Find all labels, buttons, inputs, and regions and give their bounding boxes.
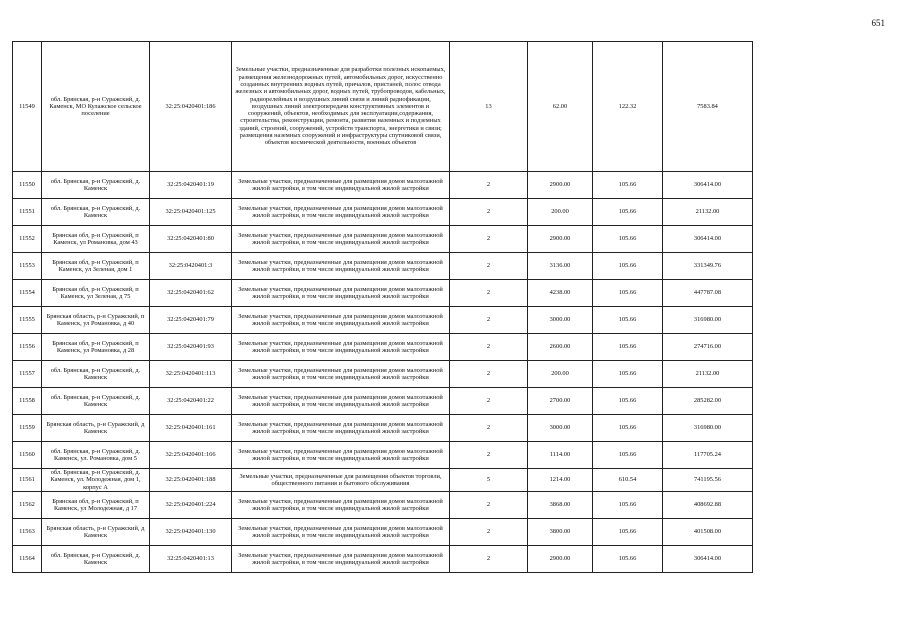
row-value: 274716.00	[663, 334, 753, 361]
row-group: 2	[450, 226, 528, 253]
row-value: 117705.24	[663, 442, 753, 469]
row-area: 3000.00	[528, 415, 593, 442]
row-cadastral-number: 32:25:0420401:166	[150, 442, 232, 469]
row-address: обл. Брянская, р-н Суражский, д. Каменск	[42, 388, 150, 415]
row-rate: 105.66	[593, 361, 663, 388]
row-cadastral-number: 32:25:0420401:19	[150, 172, 232, 199]
row-id: 11560	[13, 442, 42, 469]
row-land-purpose: Земельные участки, предназначенные для размещения домов малоэтажной жилой застройки, в том числе индивидуальной жилой застройки	[232, 280, 450, 307]
row-group: 2	[450, 199, 528, 226]
row-id: 11563	[13, 518, 42, 545]
row-rate: 105.66	[593, 388, 663, 415]
row-value: 306414.00	[663, 545, 753, 572]
row-value: 741195.56	[663, 469, 753, 492]
row-address: Брянская обл, р-н Суражский, п Каменск, ул Зеленая, дом 1	[42, 253, 150, 280]
row-address: обл. Брянская, р-н Суражский, д. Каменск, МО Кулажское сельское поселение	[42, 42, 150, 172]
row-id: 11561	[13, 469, 42, 492]
row-cadastral-number: 32:25:0420401:79	[150, 307, 232, 334]
row-land-purpose: Земельные участки, предназначенные для размещения домов малоэтажной жилой застройки, в том числе индивидуальной жилой застройки	[232, 491, 450, 518]
table-row	[13, 253, 753, 280]
row-id: 11557	[13, 361, 42, 388]
row-value: 7583.84	[663, 42, 753, 172]
row-cadastral-number: 32:25:0420401:80	[150, 226, 232, 253]
table-body	[13, 42, 753, 573]
row-cadastral-number: 32:25:0420401:224	[150, 491, 232, 518]
row-address: обл. Брянская, р-н Суражский, д. Каменск	[42, 361, 150, 388]
row-cadastral-number: 32:25:0420401:130	[150, 518, 232, 545]
table-row	[13, 280, 753, 307]
row-land-purpose: Земельные участки, предназначенные для размещения домов малоэтажной жилой застройки, в том числе индивидуальной жилой застройки	[232, 253, 450, 280]
row-cadastral-number: 32:25:0420401:3	[150, 253, 232, 280]
row-rate: 122.32	[593, 42, 663, 172]
row-value: 306414.00	[663, 172, 753, 199]
row-cadastral-number: 32:25:0420401:125	[150, 199, 232, 226]
row-value: 21132.00	[663, 199, 753, 226]
row-land-purpose: Земельные участки, предназначенные для размещения домов малоэтажной жилой застройки, в том числе индивидуальной жилой застройки	[232, 388, 450, 415]
row-value: 306414.00	[663, 226, 753, 253]
row-group: 2	[450, 307, 528, 334]
row-address: обл. Брянская, р-н Суражский, д. Каменск	[42, 172, 150, 199]
row-value: 316980.00	[663, 415, 753, 442]
row-group: 2	[450, 334, 528, 361]
row-id: 11556	[13, 334, 42, 361]
row-rate: 105.66	[593, 199, 663, 226]
row-land-purpose: Земельные участки, предназначенные для размещения домов малоэтажной жилой застройки, в том числе индивидуальной жилой застройки	[232, 334, 450, 361]
row-area: 3868.00	[528, 491, 593, 518]
row-group: 2	[450, 415, 528, 442]
row-land-purpose: Земельные участки, предназначенные для размещения объектов торговли, общественного питания и бытового обслуживания	[232, 469, 450, 492]
row-address: обл. Брянская, р-н Суражский, д. Каменск	[42, 545, 150, 572]
row-group: 13	[450, 42, 528, 172]
row-rate: 610.54	[593, 469, 663, 492]
row-id: 11555	[13, 307, 42, 334]
row-address: обл. Брянская, р-н Суражский, д. Каменск	[42, 199, 150, 226]
page-number: 651	[871, 18, 885, 28]
row-id: 11551	[13, 199, 42, 226]
table-row	[13, 415, 753, 442]
row-value: 331349.76	[663, 253, 753, 280]
row-area: 2900.00	[528, 172, 593, 199]
row-rate: 105.66	[593, 415, 663, 442]
table-row	[13, 42, 753, 172]
row-group: 2	[450, 388, 528, 415]
row-area: 2600.00	[528, 334, 593, 361]
row-address: Брянская область, р-н Суражский, д Каменск	[42, 518, 150, 545]
row-group: 2	[450, 491, 528, 518]
row-address: Брянская обл, р-н Суражский, п Каменск, ул Зеленая, д 75	[42, 280, 150, 307]
row-rate: 105.66	[593, 518, 663, 545]
row-land-purpose: Земельные участки, предназначенные для размещения домов малоэтажной жилой застройки, в том числе индивидуальной жилой застройки	[232, 442, 450, 469]
row-address: обл. Брянская, р-н Суражский, д. Каменск, ул. Молодежная, дом 1, корпус А	[42, 469, 150, 492]
row-group: 2	[450, 253, 528, 280]
row-cadastral-number: 32:25:0420401:93	[150, 334, 232, 361]
row-area: 2700.00	[528, 388, 593, 415]
row-land-purpose: Земельные участки, предназначенные для размещения домов малоэтажной жилой застройки, в том числе индивидуальной жилой застройки	[232, 361, 450, 388]
row-rate: 105.66	[593, 545, 663, 572]
row-group: 2	[450, 280, 528, 307]
row-value: 447787.08	[663, 280, 753, 307]
row-rate: 105.66	[593, 442, 663, 469]
row-cadastral-number: 32:25:0420401:22	[150, 388, 232, 415]
table-row	[13, 334, 753, 361]
row-area: 3000.00	[528, 307, 593, 334]
row-address: Брянская область, р-н Суражский, п Каменск, ул Романовка, д 40	[42, 307, 150, 334]
row-value: 21132.00	[663, 361, 753, 388]
row-rate: 105.66	[593, 226, 663, 253]
row-land-purpose: Земельные участки, предназначенные для размещения домов малоэтажной жилой застройки, в том числе индивидуальной жилой застройки	[232, 415, 450, 442]
row-rate: 105.66	[593, 307, 663, 334]
row-rate: 105.66	[593, 253, 663, 280]
row-area: 200.00	[528, 361, 593, 388]
row-cadastral-number: 32:25:0420401:188	[150, 469, 232, 492]
row-group: 2	[450, 172, 528, 199]
row-area: 3800.00	[528, 518, 593, 545]
row-id: 11564	[13, 545, 42, 572]
row-id: 11550	[13, 172, 42, 199]
row-cadastral-number: 32:25:0420401:161	[150, 415, 232, 442]
row-address: обл. Брянская, р-н Суражский, д. Каменск, ул. Романовка, дом 5	[42, 442, 150, 469]
row-area: 62.00	[528, 42, 593, 172]
row-value: 285282.00	[663, 388, 753, 415]
row-area: 3136.00	[528, 253, 593, 280]
row-address: Брянская область, р-н Суражский, д Каменск	[42, 415, 150, 442]
row-land-purpose: Земельные участки, предназначенные для размещения домов малоэтажной жилой застройки, в том числе индивидуальной жилой застройки	[232, 199, 450, 226]
row-group: 2	[450, 518, 528, 545]
table-row	[13, 172, 753, 199]
row-id: 11553	[13, 253, 42, 280]
row-land-purpose: Земельные участки, предназначенные для размещения домов малоэтажной жилой застройки, в том числе индивидуальной жилой застройки	[232, 172, 450, 199]
row-cadastral-number: 32:25:0420401:13	[150, 545, 232, 572]
table-row	[13, 491, 753, 518]
row-land-purpose: Земельные участки, предназначенные для разработки полезных ископаемых, размещения железнодорожных путей, автомобильных дорог, искусственно созданных внутренних водных путей, причалов, пристаней, полос отвода железных и автомобильных дорог, водных путей, трубопроводов, кабельных, радиорелейных и воздушных линий связи и линий радиофикации, воздушных линий электропередачи конструктивных элементов и сооружений, объектов, необходимых для эксплуатации,содержания, строительства, реконструкции, ремонта, развития наземных и подземных зданий, строений, сооружений, устройств транспорта, энергетики и связи; размещения наземных сооружений и инфраструктуры спутниковой связи, объектов космической деятельности, военных объектов	[232, 42, 450, 172]
row-land-purpose: Земельные участки, предназначенные для размещения домов малоэтажной жилой застройки, в том числе индивидуальной жилой застройки	[232, 518, 450, 545]
row-id: 11562	[13, 491, 42, 518]
row-area: 1214.00	[528, 469, 593, 492]
row-group: 5	[450, 469, 528, 492]
row-rate: 105.66	[593, 172, 663, 199]
row-area: 4238.00	[528, 280, 593, 307]
table-row	[13, 518, 753, 545]
table-row	[13, 199, 753, 226]
table-row	[13, 361, 753, 388]
row-cadastral-number: 32:25:0420401:113	[150, 361, 232, 388]
row-value: 408692.88	[663, 491, 753, 518]
row-rate: 105.66	[593, 491, 663, 518]
row-address: Брянская обл, р-н Суражский, п Каменск, ул Молодежная, д 17	[42, 491, 150, 518]
row-area: 200.00	[528, 199, 593, 226]
row-area: 2900.00	[528, 226, 593, 253]
row-land-purpose: Земельные участки, предназначенные для размещения домов малоэтажной жилой застройки, в том числе индивидуальной жилой застройки	[232, 226, 450, 253]
row-id: 11554	[13, 280, 42, 307]
table-row	[13, 226, 753, 253]
row-value: 401508.00	[663, 518, 753, 545]
table-row	[13, 388, 753, 415]
table-row	[13, 442, 753, 469]
row-rate: 105.66	[593, 280, 663, 307]
row-rate: 105.66	[593, 334, 663, 361]
row-group: 2	[450, 442, 528, 469]
row-land-purpose: Земельные участки, предназначенные для размещения домов малоэтажной жилой застройки, в том числе индивидуальной жилой застройки	[232, 307, 450, 334]
row-cadastral-number: 32:25:0420401:62	[150, 280, 232, 307]
row-id: 11549	[13, 42, 42, 172]
row-address: Брянская обл, р-н Суражский, п Каменск, ул Романовка, дом 43	[42, 226, 150, 253]
row-id: 11552	[13, 226, 42, 253]
row-address: Брянская обл, р-н Суражский, п Каменск, ул Романовка, д 28	[42, 334, 150, 361]
row-id: 11559	[13, 415, 42, 442]
row-value: 316980.00	[663, 307, 753, 334]
row-group: 2	[450, 545, 528, 572]
table-row	[13, 307, 753, 334]
row-id: 11558	[13, 388, 42, 415]
row-group: 2	[450, 361, 528, 388]
row-area: 1114.00	[528, 442, 593, 469]
land-registry-table	[12, 41, 753, 573]
table-row	[13, 469, 753, 492]
row-cadastral-number: 32:25:0420401:186	[150, 42, 232, 172]
table-row	[13, 545, 753, 572]
row-land-purpose: Земельные участки, предназначенные для размещения домов малоэтажной жилой застройки, в том числе индивидуальной жилой застройки	[232, 545, 450, 572]
row-area: 2900.00	[528, 545, 593, 572]
